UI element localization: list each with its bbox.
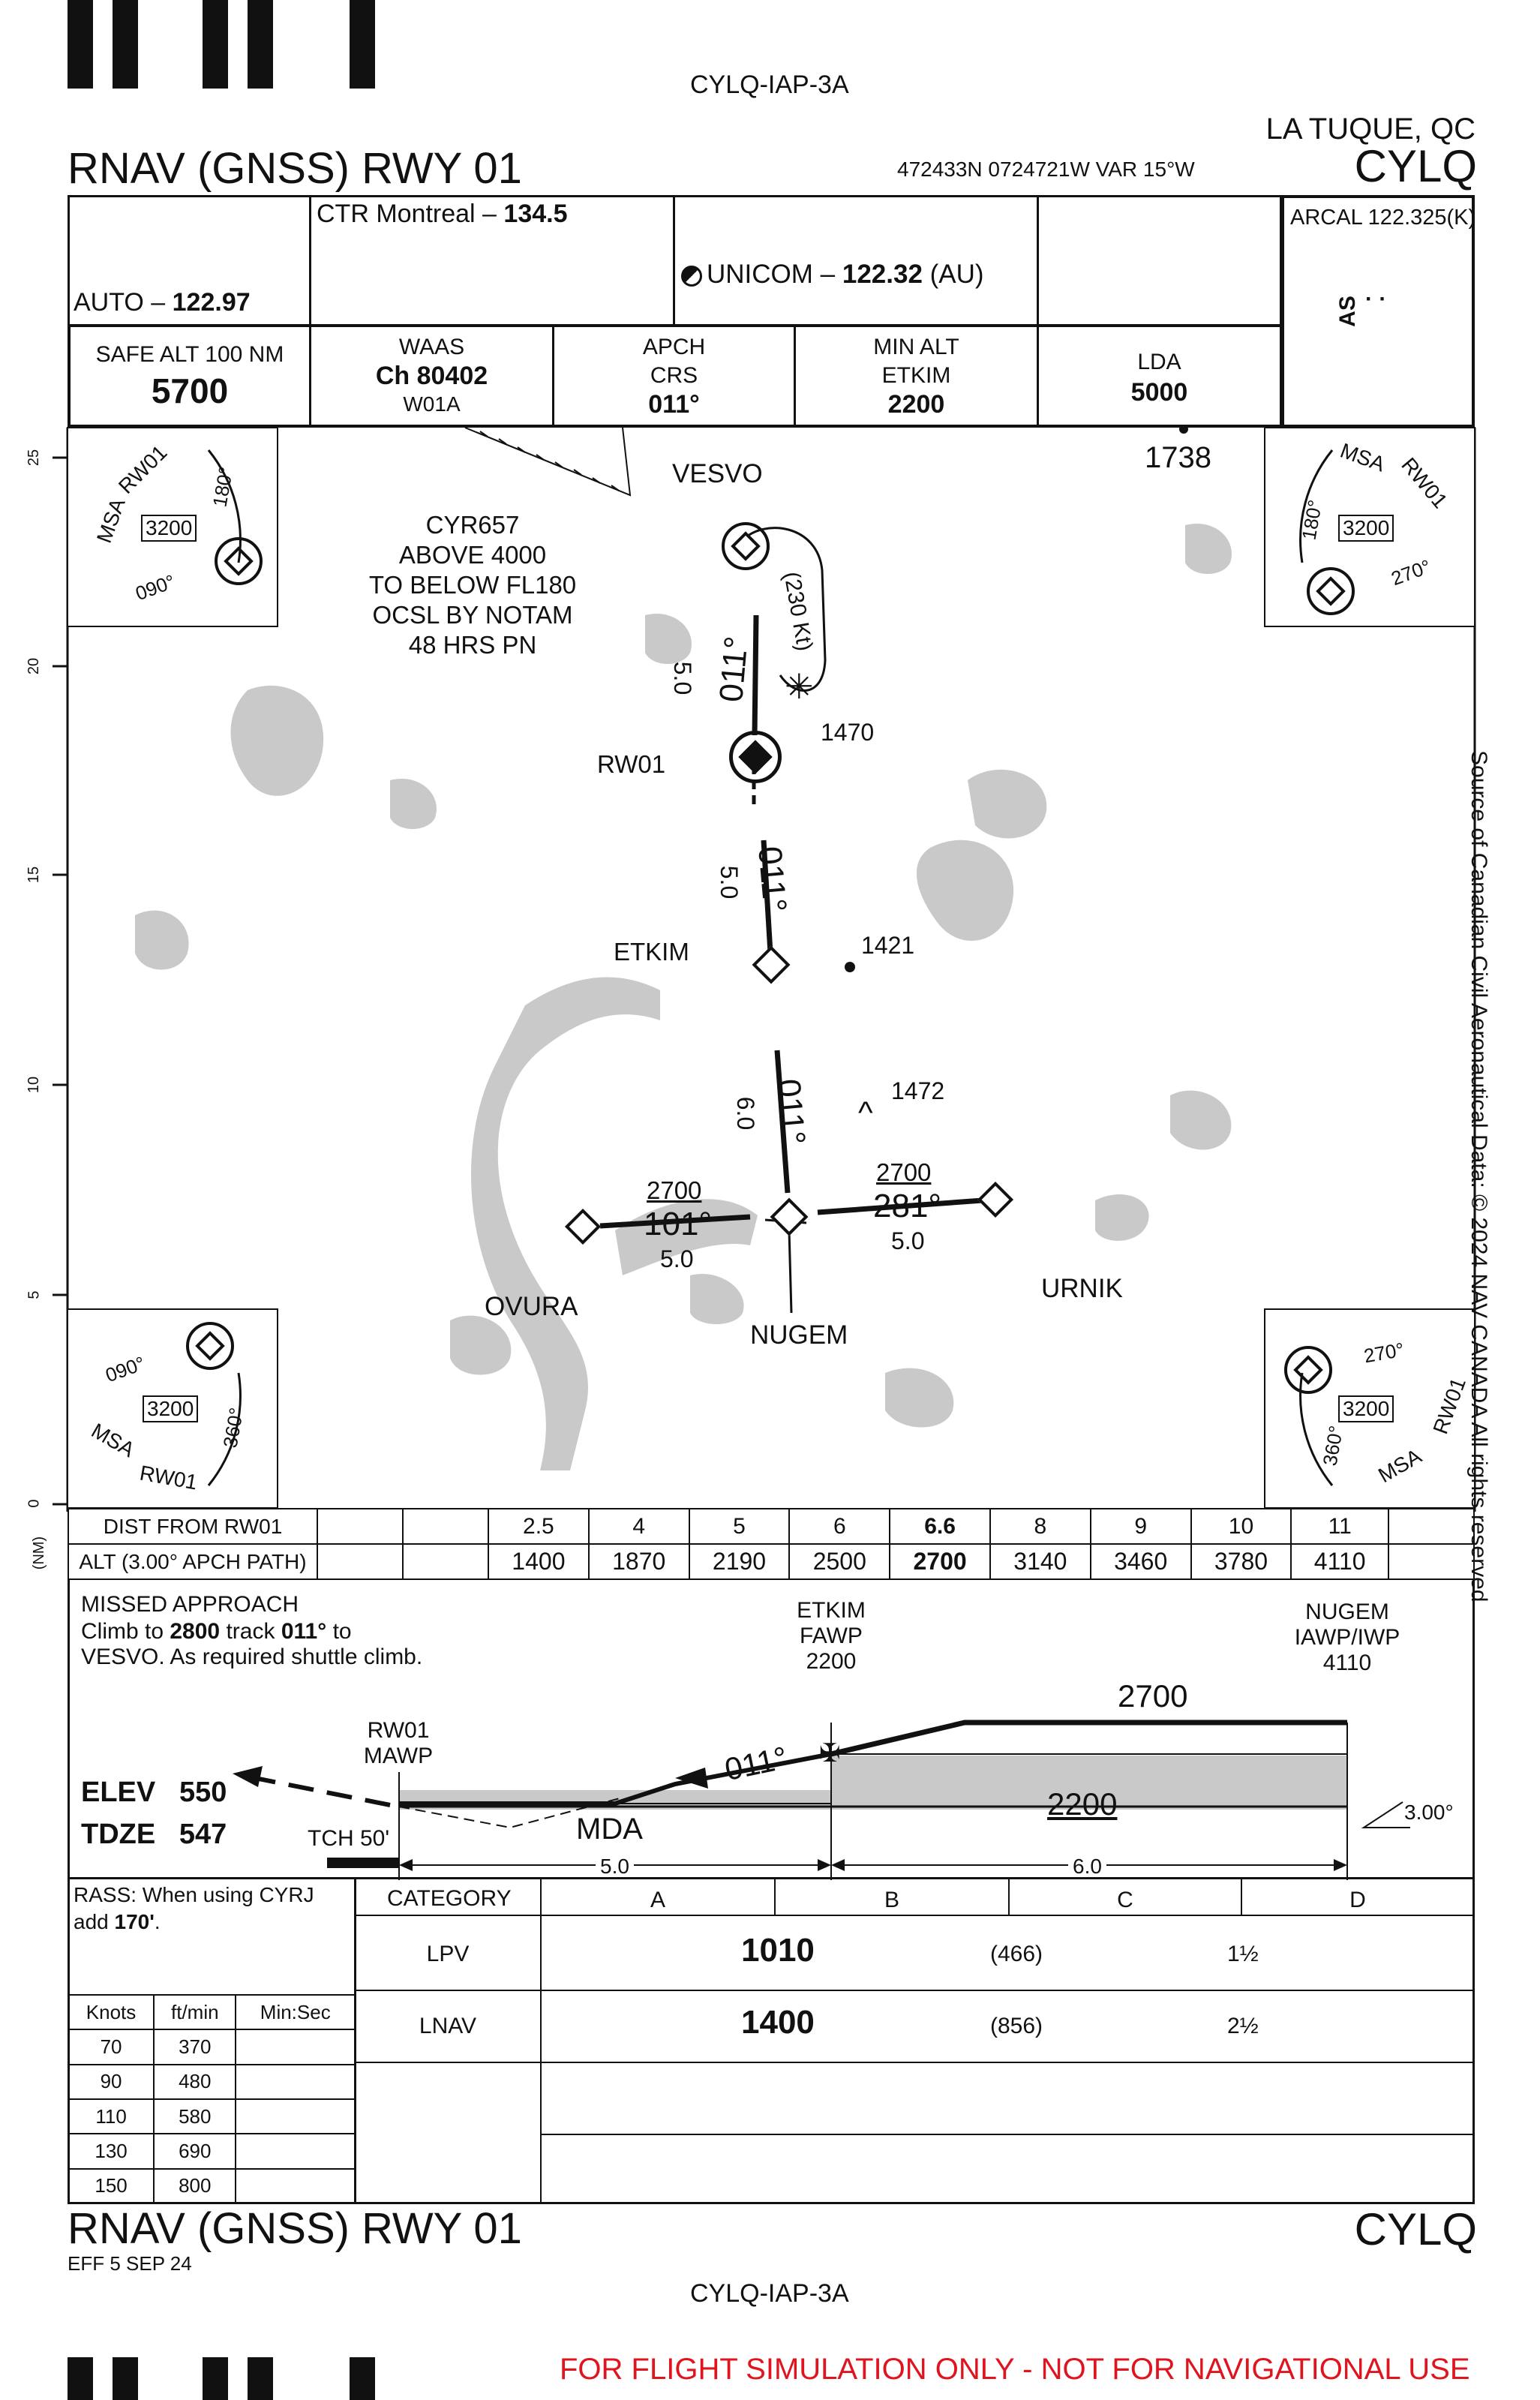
rate-header-minsec: Min:Sec [236,1995,355,2029]
lpv-label: LPV [426,1942,470,1966]
scale-tick-0: 0 [26,1499,43,1508]
lnav-label: LNAV [419,2014,477,2038]
fix-label-rw01: RW01 [597,750,666,778]
vesvo-rw01-distance: 5.0 [669,661,697,695]
scale-tick-10: 10 [26,1076,43,1094]
arcal-freq: ARCAL 122.325(K) [1290,206,1476,230]
msa-br-alt: 3200 [1338,1395,1394,1422]
dist-cell: 9 [1091,1509,1191,1544]
procedure-title: RNAV (GNSS) RWY 01 [68,144,522,193]
dist-cell: 8 [990,1509,1091,1544]
ovura-distance: 5.0 [660,1245,694,1272]
apch-crs-cell: APCH CRS 011° [642,335,706,419]
morse-code: · · [1365,287,1387,311]
mda-label: MDA [576,1813,643,1846]
msa-bl-alt: 3200 [143,1395,198,1422]
fix-label-nugem: NUGEM [750,1320,848,1350]
alt-cell: 1400 [488,1544,589,1579]
category-c: C [1117,1888,1133,1912]
missed-approach-line2: VESVO. As required shuttle climb. [81,1645,423,1669]
msa-tl-alt: 3200 [141,515,197,542]
rate-ftmin: 580 [154,2099,236,2134]
fix-label-etkim: ETKIM [614,938,689,966]
lda-cell: LDA 5000 [1130,350,1188,407]
elevation-1738: 1738 [1145,441,1211,474]
simulation-disclaimer: FOR FLIGHT SIMULATION ONLY - NOT FOR NAVIGATIONAL USE [560,2353,1470,2386]
dist-cell: 11 [1291,1509,1388,1544]
airspace-note: CYR657 ABOVE 4000 TO BELOW FL180 OCSL BY NOTAM 48 HRS PN [368,511,577,659]
chart-id-bottom: CYLQ-IAP-3A [690,2279,849,2308]
segment-distance-2: 6.0 [1068,1856,1106,1877]
rw01-etkim-course: 011° [751,845,794,914]
alt-cell: 2700 [890,1544,990,1579]
alt-cell: 2500 [789,1544,890,1579]
dist-cell: 10 [1191,1509,1292,1544]
msa-tr-label: MSA [1337,438,1388,476]
rass-note-2: add 170'. [74,1910,161,1933]
footer-title: RNAV (GNSS) RWY 01 [68,2204,522,2253]
msa-bl-ref: RW01 [137,1461,200,1494]
rate-knots: 130 [68,2134,154,2168]
airport-ident: CYLQ [1354,141,1477,191]
lnav-visibility: 2½ [1227,2014,1259,2038]
msa-bl-label: MSA [87,1418,139,1462]
msa-tl-brg-b: 090° [132,569,179,605]
msa-tl-waypoint-icon [215,537,263,585]
missed-approach-title: MISSED APPROACH [81,1592,299,1617]
segment-altitude-2700: 2700 [1118,1678,1188,1714]
fix-label-ovura: OVURA [485,1292,578,1321]
category-d: D [1349,1888,1366,1912]
alt-cell: 2190 [689,1544,790,1579]
lpv-altitude: 1010 [741,1932,815,1969]
msa-br-brg-b: 360° [1318,1423,1348,1468]
etkim-profile-label: ETKIM FAWP 2200 [797,1598,866,1674]
segment-altitude-2200: 2200 [1047,1786,1118,1822]
spot-height-icon-2 [845,962,855,972]
morse-ident: AS [1334,296,1360,327]
alt-cell: 3140 [990,1544,1091,1579]
rw01-missed-approach-icon [729,731,782,783]
rass-note: RASS: When using CYRJ [74,1883,314,1906]
rw01-profile-label: RW01 MAWP [363,1718,434,1768]
nm-scale [53,458,68,1504]
msa-bl-brg-a: 090° [102,1351,149,1387]
holding-speed: (230 Kt) [779,569,818,653]
etkim-fawp-icon: ✠ [819,1739,841,1768]
tdze-line: TDZE 547 [81,1819,227,1850]
tch-label: TCH 50' [308,1826,390,1851]
scale-tick-25: 25 [26,449,43,467]
rate-minsec [236,2169,355,2203]
scale-unit: (NM) [31,1536,48,1570]
etkim-nugem-distance: 6.0 [732,1096,760,1131]
glidepath-angle: 3.00° [1404,1801,1454,1824]
rate-minsec [236,2065,355,2099]
category-label: CATEGORY [387,1886,512,1911]
scale-tick-20: 20 [26,657,43,675]
msa-tl-brg-a: 180° [208,464,238,509]
msa-tr-ref: RW01 [1397,453,1452,513]
distance-altitude-table [68,1508,1475,1580]
scale-tick-15: 15 [26,866,43,884]
footer-ident: CYLQ [1354,2204,1477,2254]
rate-header-ftmin: ft/min [154,1995,236,2029]
alt-cell: 4110 [1291,1544,1388,1579]
msa-bl-brg-b: 360° [218,1405,248,1450]
msa-br-ref: RW01 [1428,1374,1470,1437]
missed-approach-line1: Climb to 2800 track 011° to [81,1619,352,1644]
ovura-course: 101° [644,1206,713,1242]
lpv-haa: (466) [990,1942,1043,1966]
spot-height-icon [1179,425,1188,434]
msa-tr-brg-b: 270° [1388,554,1434,590]
msa-tl-ref: RW01 [114,440,172,498]
category-b: B [884,1888,899,1912]
category-a: A [650,1888,665,1912]
msa-tr-brg-a: 180° [1297,497,1327,542]
rate-knots: 110 [68,2099,154,2134]
elevation-1421: 1421 [861,932,915,959]
elevation-1472: 1472 [891,1077,945,1104]
obstacle-lighted-icon: ✳ [785,667,814,706]
fix-label-vesvo: VESVO [672,459,763,488]
alt-cell: 3460 [1091,1544,1191,1579]
ctr-freq: CTR Montreal – 134.5 [317,200,568,228]
dist-cell: 4 [589,1509,689,1544]
msa-tr-alt: 3200 [1338,515,1394,542]
rate-knots: 150 [68,2169,154,2203]
rate-of-descent-table [68,1994,356,2204]
dist-cell: 5 [689,1509,790,1544]
lnav-haa: (856) [990,2014,1043,2038]
rate-minsec [236,2029,355,2064]
auto-freq: AUTO – 122.97 [74,288,251,317]
registration-bars-bottom [68,2357,375,2400]
msa-tr-waypoint-icon [1307,567,1355,615]
rate-minsec [236,2134,355,2168]
urnik-altitude: 2700 [876,1158,932,1186]
obstacle-icon: ^ [858,1095,873,1130]
source-note: Source of Canadian Civil Aeronautical Data: © 2024 NAV CANADA All rights reserved [1466,750,1491,1603]
elev-line: ELEV 550 [81,1777,227,1808]
urnik-course: 281° [873,1188,942,1224]
alt-row-label: ALT (3.00° APCH PATH) [68,1544,317,1579]
rate-ftmin: 690 [154,2134,236,2168]
airport-coords: 472433N 0724721W VAR 15°W [897,158,1195,181]
rate-knots: 70 [68,2029,154,2064]
fix-label-urnik: URNIK [1041,1274,1123,1303]
rate-ftmin: 370 [154,2029,236,2064]
dist-cell: 6 [789,1509,890,1544]
msa-bl-waypoint-icon [186,1322,234,1370]
msa-br-brg-a: 270° [1361,1338,1406,1368]
vesvo-rw01-course: 011° [713,635,755,704]
alt-cell: 1870 [589,1544,689,1579]
nugem-profile-label: NUGEM IAWP/IWP 4110 [1294,1599,1400,1675]
location-name: LA TUQUE, QC [1265,113,1475,146]
unicom-freq: UNICOM – 122.32 (AU) [681,260,984,290]
msa-tl-label: MSA [92,495,130,546]
rate-header-knots: Knots [68,1995,154,2029]
lnav-altitude: 1400 [741,2004,815,2041]
waas-cell: WAAS Ch 80402 W01A [375,335,488,416]
msa-br-waypoint-icon [1284,1346,1332,1394]
ovura-altitude: 2700 [647,1176,702,1204]
rate-knots: 90 [68,2065,154,2099]
chart-id-top: CYLQ-IAP-3A [690,71,849,99]
lpv-visibility: 1½ [1227,1942,1259,1966]
airspace-boundary [465,428,630,495]
elevation-1470: 1470 [821,719,875,746]
final-course: 011° [721,1739,791,1788]
dist-cell: 2.5 [488,1509,589,1544]
rw01-etkim-distance: 5.0 [716,865,743,900]
alt-cell: 3780 [1191,1544,1292,1579]
dist-cell: 6.6 [890,1509,990,1544]
min-alt-cell: MIN ALT ETKIM 2200 [873,335,959,419]
rate-ftmin: 480 [154,2065,236,2099]
msa-br-label: MSA [1374,1443,1426,1488]
urnik-distance: 5.0 [891,1227,925,1254]
safe-alt-cell: SAFE ALT 100 NM 5700 [95,342,284,410]
effective-date: EFF 5 SEP 24 [68,2252,192,2275]
rate-ftmin: 800 [154,2169,236,2203]
vesvo-waypoint-icon [722,522,770,570]
rate-minsec [236,2099,355,2134]
scale-tick-5: 5 [26,1290,43,1299]
dist-row-label: DIST FROM RW01 [68,1509,317,1544]
segment-distance-1: 5.0 [596,1856,634,1877]
etkim-nugem-course: 011° [770,1077,812,1146]
